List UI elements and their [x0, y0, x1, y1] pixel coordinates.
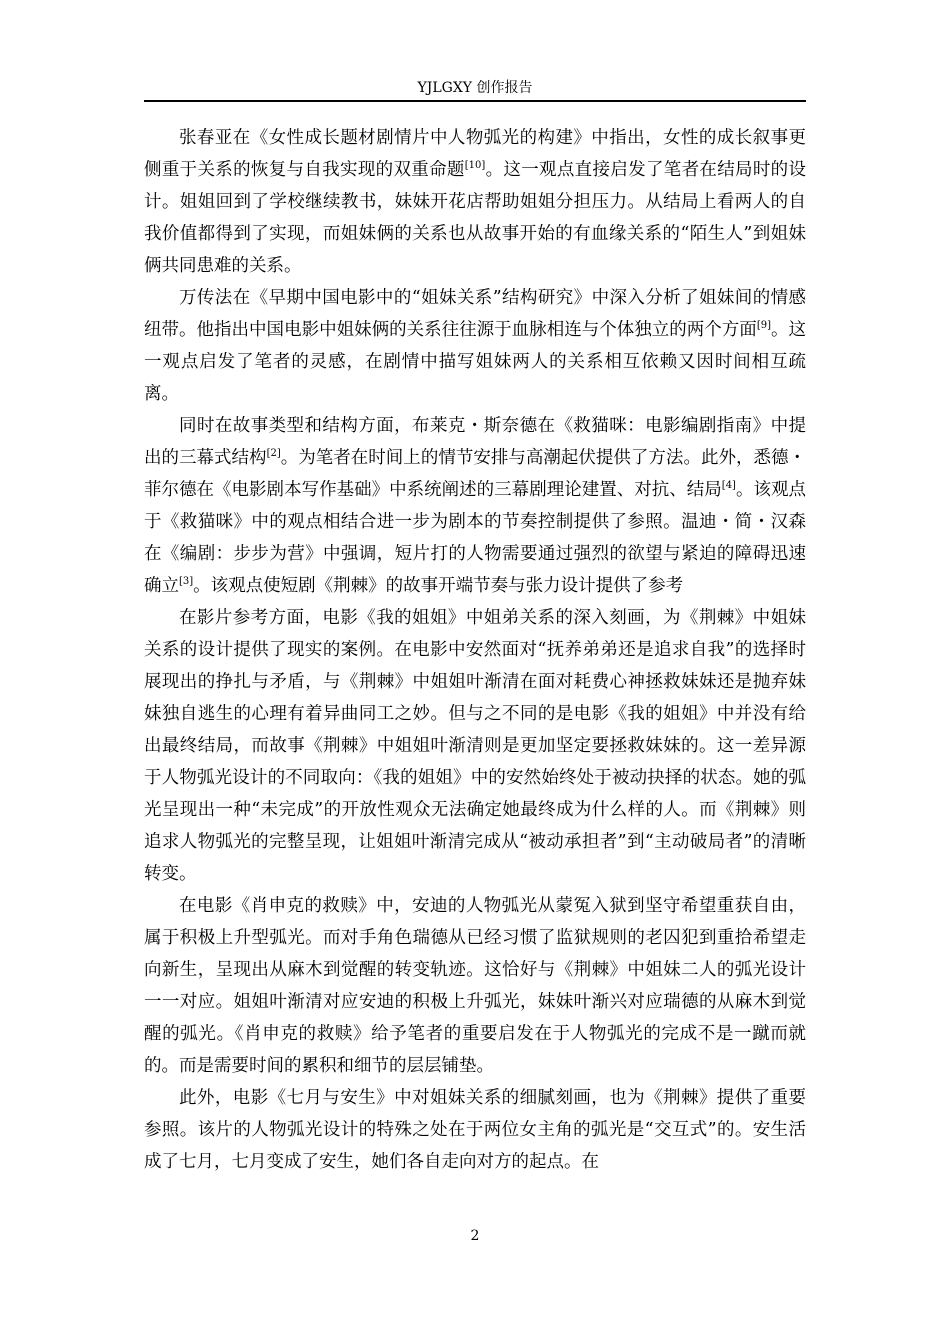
citation-ref: [2] — [266, 448, 281, 460]
paragraph-4 — [144, 602, 806, 890]
citation-ref: [10] — [464, 160, 486, 172]
citation-ref: [9] — [756, 320, 771, 332]
citation-ref: [3] — [179, 576, 194, 588]
paragraph-text: 。这一观点直接启发了笔者在结局时的设计。姐姐回到了学校继续教书，妹妹开花店帮助姐姐分担压力。从结局上看两人的自我价值都得到了实现，而姐妹俩的关系也从故事开始的有血缘关系的“陌生人”到姐妹俩共同患难的关系。 — [144, 160, 806, 276]
paragraph-text: 。该观点于《救猫咪》中的观点相结合进一步为剧本的节奏控制提供了参照。温迪・简・汉森在《编剧：步步为营》中强调，短片打的人物需要通过强烈的欲望与紧迫的障碍迅速确立 — [144, 480, 807, 596]
paragraph-1 — [144, 122, 806, 282]
page-number: 2 — [470, 1228, 480, 1244]
paragraph-text: 万传法在《早期中国电影中的“姐妹关系”结构研究》中深入分析了姐妹间的情感纽带。他指出中国电影中姐妹俩的关系往往源于血脉相连与个体独立的两个方面 — [144, 288, 806, 340]
document-body — [144, 122, 806, 1178]
paragraph-text: 。为笔者在时间上的情节安排与高潮起伏提供了方法。此外，悉德・菲尔德在《电影剧本写作基础》中系统阐述的三幕剧理论建置、对抗、结局 — [144, 448, 806, 500]
paragraph-text: 在电影《肖申克的救赎》中，安迪的人物弧光从蒙冤入狱到坚守希望重获自由，属于积极上升型弧光。而对手角色瑞德从已经习惯了监狱规则的老囚犯到重拾希望走向新生，呈现出从麻木到觉醒的转变轨迹。这恰好与《荆棘》中姐妹二人的弧光设计一一对应。姐姐叶渐清对应安迪的积极上升弧光，妹妹叶渐兴对应瑞德的从麻木到觉醒的弧光。《肖申克的救赎》给予笔者的重要启发在于人物弧光的完成不是一蹴而就的。而是需要时间的累积和细节的层层铺垫。 — [144, 896, 806, 1076]
paragraph-6 — [144, 1082, 806, 1178]
paragraph-text: 同时在故事类型和结构方面，布莱克・斯奈德在《救猫咪：电影编剧指南》中提出的三幕式结构 — [144, 416, 806, 468]
paragraph-text: 。该观点使短剧《荆棘》的故事开端节奏与张力设计提供了参考 — [193, 576, 684, 596]
header-divider — [144, 100, 806, 102]
paragraph-3 — [144, 410, 806, 602]
paragraph-text: 张春亚在《女性成长题材剧情片中人物弧光的构建》中指出，女性的成长叙事更侧重于关系的恢复与自我实现的双重命题 — [144, 128, 806, 180]
citation-ref: [4] — [721, 480, 736, 492]
paragraph-text: 在影片参考方面，电影《我的姐姐》中姐弟关系的深入刻画，为《荆棘》中姐妹关系的设计提供了现实的案例。在电影中安然面对“抚养弟弟还是追求自我”的选择时展现出的挣扎与矛盾，与《荆棘》中姐姐叶渐清在面对耗费心神拯救妹妹还是抛弃妹妹独自逃生的心理有着异曲同工之妙。但与之不同的是电影《我的姐姐》中并没有给出最终结局，而故事《荆棘》中姐姐叶渐清则是更加坚定要拯救妹妹的。这一差异源于人物弧光设计的不同取向：《我的姐姐》中的安然始终处于被动抉择的状态。她的弧光呈现出一种“未完成”的开放性观众无法确定她最终成为什么样的人。而《荆棘》则追求人物弧光的完整呈现，让姐姐叶渐清完成从“被动承担者”到“主动破局者”的清晰转变。 — [144, 608, 806, 884]
paragraph-text: 。这一观点启发了笔者的灵感，在剧情中描写姐妹两人的关系相互依赖又因时间相互疏离。 — [144, 320, 807, 404]
paragraph-text: 此外，电影《七月与安生》中对姐妹关系的细腻刻画，也为《荆棘》提供了重要参照。该片的人物弧光设计的特殊之处在于两位女主角的弧光是“交互式”的。安生活成了七月，七月变成了安生，她们各自走向对方的起点。在 — [144, 1088, 806, 1172]
paragraph-5 — [144, 890, 806, 1082]
paragraph-2 — [144, 282, 806, 410]
page-header: YJLGXY 创作报告 — [417, 80, 533, 96]
